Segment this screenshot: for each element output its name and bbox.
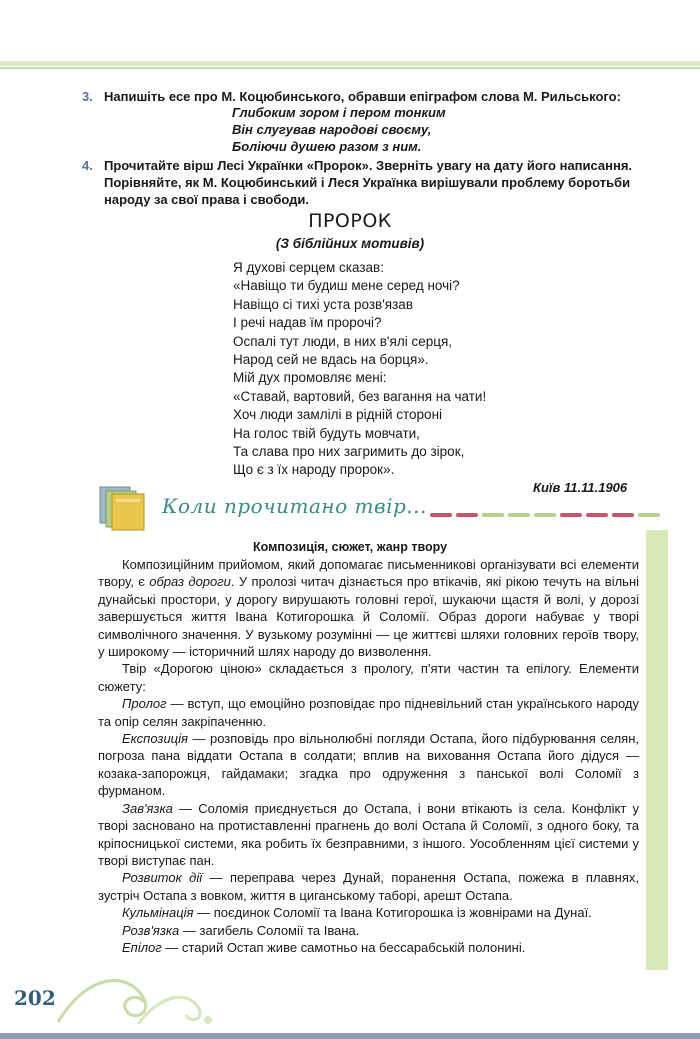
bottom-rule bbox=[0, 1033, 700, 1039]
plot-element: Зав'язка — Соломія приєднується до Остапа, і вони втікають із села. Конфлікт у творі засновано на протиставленні прагнень до волі Остапа й Соломії, з одного боку, та кріпосницької системи, яка робить їх безправними, з іншого. Уособленням цієї системи у творі виступає пан. bbox=[98, 800, 639, 868]
poem-line: «Ставай, вартовий, без вагання на чати! bbox=[233, 388, 487, 404]
poem-line: Хоч люди замлілі в рідній стороні bbox=[233, 407, 443, 423]
paragraph: Композиційним прийомом, який допомагає письменникові організувати всі елементи твору, є образ дороги. У пролозі читач дізнається про втікачів, які рікою течуть на вільні дунайські простори, у дорогу вирушають головні герої, шукаючи щастя й волі, у дорозі завершується життя Івана Котигорошка й Соломії. Образ дороги набуває у творі символічного значення. У вузькому розумінні — це життєві шляхи головних героїв твору, у широкому — історичний шлях народу до визволення. bbox=[98, 557, 640, 660]
swirl-ornament-icon bbox=[48, 962, 228, 1032]
section-heading: Коли прочитано твір... bbox=[162, 494, 427, 518]
task-4 bbox=[82, 157, 646, 208]
plot-element: Розв'язка — загибель Соломії та Івана. bbox=[122, 922, 360, 938]
epigraph bbox=[232, 104, 446, 155]
poem-line: І речі надав їм пророчі? bbox=[233, 315, 382, 331]
task-line: Прочитайте вірш Лесі Українки «Пророк». Зверніть увагу на дату його написання. bbox=[104, 158, 633, 173]
poem-line: На голос твій будуть мовчати, bbox=[233, 425, 420, 441]
margin-bar bbox=[646, 530, 668, 970]
poem-line: Та слава про них загримить до зірок, bbox=[233, 444, 465, 460]
plot-element: Кульмінація — поєдинок Соломії та Івана Котигорошка із жовнірами на Дунаї. bbox=[122, 905, 592, 921]
poem-line: Мій дух промовляє мені: bbox=[233, 370, 387, 386]
paragraph: Твір «Дорогою ціною» складається з прологу, п'яти частин та епілогу. Елементи сюжету: bbox=[98, 661, 639, 694]
plot-element: Розвиток дії — переправа через Дунай, поранення Остапа, пожежа в плавнях, зустріч Остапа з вовком, життя в циганському таборі, арешт Остапа. bbox=[98, 870, 639, 903]
books-icon bbox=[98, 483, 148, 531]
top-rule-thin bbox=[0, 67, 700, 69]
task-line: Порівняйте, як М. Коцюбинський і Леся Українка вирішували проблему боротьби bbox=[104, 175, 631, 190]
poem-subtitle: (З біблійних мотивів) bbox=[275, 236, 425, 251]
poem-line: Навіщо сі тихі уста розв'язав bbox=[233, 296, 413, 312]
poem-title: ПРОРОК bbox=[308, 210, 392, 232]
term: Експозиція bbox=[122, 731, 188, 747]
task-line: Напишіть есе про М. Коцюбинського, обравши епіграфом слова М. Рильського: bbox=[104, 89, 621, 104]
poem-line: Оспалі тут люди, в них в'ялі серця, bbox=[233, 333, 453, 349]
term: Розв'язка bbox=[122, 922, 180, 938]
task-number: 3. bbox=[82, 89, 93, 104]
poem-line: Народ сей не вдась на борця». bbox=[233, 352, 429, 368]
term: Розвиток дії bbox=[122, 870, 203, 886]
section-body bbox=[98, 556, 639, 956]
term: Епілог bbox=[122, 939, 162, 955]
term: Пролог bbox=[122, 696, 167, 712]
epigraph-line: Глибоким зором і пером тонким bbox=[232, 105, 446, 120]
epigraph-line: Він слугував народові своєму, bbox=[232, 122, 432, 137]
epigraph-line: Боліючи душею разом з ним. bbox=[232, 139, 422, 154]
section-title: Композиція, сюжет, жанр твору bbox=[252, 540, 448, 554]
poem-line: «Навіщо ти будиш мене серед ночі? bbox=[233, 278, 460, 294]
poem-date: Київ 11.11.1906 bbox=[533, 480, 628, 495]
page-number: 202 bbox=[14, 986, 56, 1010]
term: Зав'язка bbox=[122, 800, 173, 816]
plot-element: Пролог — вступ, що емоційно розповідає про підневільний стан українського народу та опір селян закріпаченню. bbox=[98, 696, 639, 729]
term: Кульмінація bbox=[122, 905, 194, 921]
poem-line: Що є з їх народу пророк». bbox=[233, 462, 395, 478]
task-line: народу за свої права і свободи. bbox=[104, 192, 309, 207]
poem-body bbox=[233, 259, 486, 480]
poem-line: Я духові серцем сказав: bbox=[233, 260, 384, 275]
plot-element: Епілог — старий Остап живе самотньо на бессарабській полонині. bbox=[122, 939, 526, 955]
task-3 bbox=[82, 88, 646, 105]
decorative-dashes bbox=[430, 513, 660, 517]
plot-element: Експозиція — розповідь про вільнолюбні погляди Остапа, його підбурювання селян, погроза пана віддати Остапа в солдати; вплив на виховання Остапа його дідуся — козака-запорожця, гайдамаки; згадка про одруження з панської волі Соломії з фурманом. bbox=[98, 731, 639, 799]
top-rule bbox=[0, 61, 700, 66]
task-number: 4. bbox=[82, 158, 93, 173]
